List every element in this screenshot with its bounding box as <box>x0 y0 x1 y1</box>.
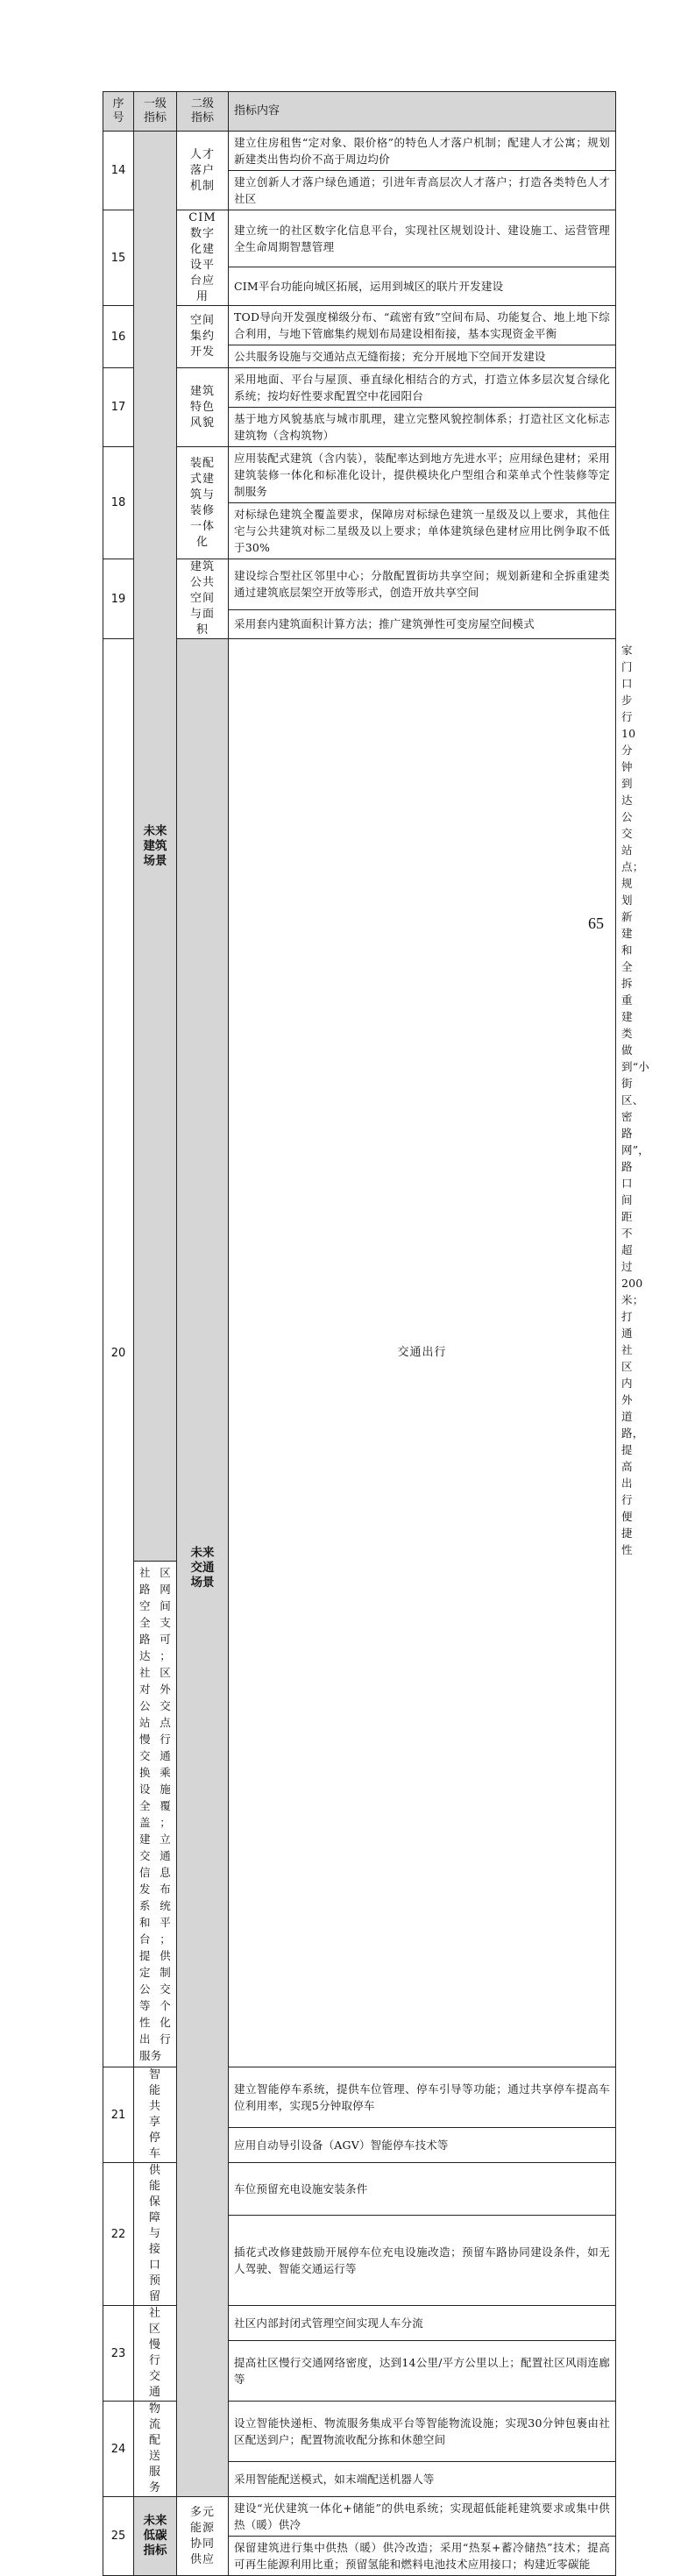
row-number: 15 <box>103 210 134 306</box>
header-seq: 序号 <box>103 92 134 132</box>
content-cell: 采用地面、平台与屋顶、垂直绿化相结合的方式，打造立体多层次复合绿化系统；按均好性要求配置空中花园阳台 <box>229 368 616 408</box>
sub-indicator: 物流配送服务 <box>134 2402 177 2497</box>
sub-indicator: 建筑公共空间与面积 <box>177 559 229 639</box>
row-number: 16 <box>103 306 134 368</box>
sub-indicator: 建筑特色风貌 <box>177 368 229 447</box>
sub-indicator: CIM数字化建设平台应用 <box>177 210 229 306</box>
sub-indicator: 社区慢行交通 <box>134 2306 177 2402</box>
content-cell: 建立创新人才落户绿色通道；引进年青高层次人才落户；打造各类特色人才社区 <box>229 171 616 210</box>
table-row <box>103 447 616 503</box>
table-row <box>103 306 616 345</box>
table-row <box>103 132 616 171</box>
content-cell: 插花式改修建鼓励开展停车位充电设施改造；预留车路协同建设条件，如无人驾驶、智能交通运行等 <box>229 2215 616 2305</box>
content-cell: 公共服务设施与交通站点无缝衔接；充分开展地下空间开发建设 <box>229 345 616 368</box>
row-number: 23 <box>103 2306 134 2402</box>
table-row <box>103 210 616 267</box>
sub-indicator: 空间集约开发 <box>177 306 229 368</box>
header-content: 指标内容 <box>229 92 616 132</box>
content-cell: CIM平台功能向城区拓展，运用到城区的联片开发建设 <box>229 267 616 305</box>
content-cell: 采用套内建筑面积计算方法；推广建筑弹性可变房屋空间模式 <box>229 609 616 638</box>
sub-indicator: 智能共享停车 <box>134 2067 177 2163</box>
table-row <box>103 368 616 408</box>
content-cell: 建立统一的社区数字化信息平台，实现社区规划设计、建设施工、运营管理全生命周期智慧管理 <box>229 210 616 267</box>
group-label-text: 未来交通场景 <box>190 1545 215 1590</box>
content-cell: 社区路网空间全支路可达；社区对外公交站点慢行交通换乘设施全覆盖；建立交通信息发布系统和平台；提供定制公交等个性化出行服务 <box>134 1562 177 2067</box>
header-level2: 二级指标 <box>177 92 229 132</box>
content-cell: 建立住房租售“定对象、限价格”的特色人才落户机制；配建人才公寓；规划新建类出售均价不高于周边均价 <box>229 132 616 171</box>
content-cell: TOD导向开发强度梯级分布、“疏密有致”空间布局、功能复合、地上地下综合利用，与地下管廊集约规划布局建设相衔接，基本实现资金平衡 <box>229 306 616 345</box>
content-cell: 采用智能配送模式，如末端配送机器人等 <box>229 2462 616 2497</box>
row-number: 21 <box>103 2067 134 2163</box>
row-number: 24 <box>103 2402 134 2497</box>
group-label-text: 未来建筑场景 <box>143 823 167 868</box>
row-number: 20 <box>103 639 134 2067</box>
sub-indicator: 交通出行 <box>229 639 616 2067</box>
content-cell: 应用装配式建筑（含内装），装配率达到地方先进水平；应用绿色建材；采用建筑装修一体化和标准化设计，提供模块化户型组合和菜单式个性装修等定制服务 <box>229 447 616 503</box>
row-number: 17 <box>103 368 134 447</box>
content-cell: 建立智能停车系统，提供车位管理、停车引导等功能；通过共享停车提高车位利用率，实现5分钟取停车 <box>229 2067 616 2128</box>
row-number: 14 <box>103 132 134 210</box>
group-label <box>134 2497 177 2576</box>
sub-indicator: 人才落户机制 <box>177 132 229 210</box>
group-label <box>134 132 177 1562</box>
content-cell: 建设“光伏建筑一体化+储能”的供电系统；实现超低能耗建筑要求或集中供热（暖）供冷 <box>229 2497 616 2537</box>
content-cell: 应用自动导引设备（AGV）智能停车技术等 <box>229 2128 616 2163</box>
content-cell: 车位预留充电设施安装条件 <box>229 2163 616 2216</box>
content-cell: 社区内部封闭式管理空间实现人车分流 <box>229 2306 616 2341</box>
content-cell: 提高社区慢行交通网络密度，达到14公里/平方公里以上；配置社区风雨连廊等 <box>229 2340 616 2401</box>
row-number: 18 <box>103 447 134 559</box>
header-row <box>103 92 616 132</box>
group-label-text: 未来低碳指标 <box>143 2514 167 2558</box>
group-label <box>177 639 229 2497</box>
content-cell: 设立智能快递柜、物流服务集成平台等智能物流设施；实现30分钟包裹由社区配送到户；配置物流收配分拣和休憩空间 <box>229 2402 616 2462</box>
indicator-table <box>103 91 649 2576</box>
content-cell: 建设综合型社区邻里中心；分散配置街坊共享空间；规划新建和全拆重建类通过建筑底层架空开放等形式，创造开放共享空间 <box>229 559 616 610</box>
row-number: 22 <box>103 2163 134 2306</box>
table-row: 20 未来交通场景 交通出行 家门口步行10分钟到达公交站点；规划新建和全拆重建类做到“小街区、密路网”，路口间距不超过200米；打通社区内外道路，提高出行便捷性 <box>103 639 616 1562</box>
sub-indicator: 供能保障与接口预留 <box>134 2163 177 2306</box>
table-row <box>103 2497 616 2537</box>
content-cell: 保留建筑进行集中供热（暖）供冷改造；采用“热泵+蓄冷储热”技术；提高可再生能源利用比重；预留氢能和燃料电池技术应用接口；构建近零碳能 <box>229 2537 616 2576</box>
table-row <box>103 559 616 610</box>
row-number: 25 <box>103 2497 134 2576</box>
content-cell: 基于地方风貌基底与城市肌理，建立完整风貌控制体系；打造社区文化标志建筑物（含构筑物） <box>229 408 616 447</box>
page-number: 65 <box>588 914 604 932</box>
header-level1: 一级指标 <box>134 92 177 132</box>
sub-indicator: 装配式建筑与装修一体化 <box>177 447 229 559</box>
content-cell: 对标绿色建筑全覆盖要求，保障房对标绿色建筑一星级及以上要求，其他住宅与公共建筑对标二星级及以上要求；单体建筑绿色建材应用比例争取不低于30% <box>229 503 616 559</box>
row-number: 19 <box>103 559 134 639</box>
sub-indicator: 多元能源协同供应 <box>177 2497 229 2576</box>
